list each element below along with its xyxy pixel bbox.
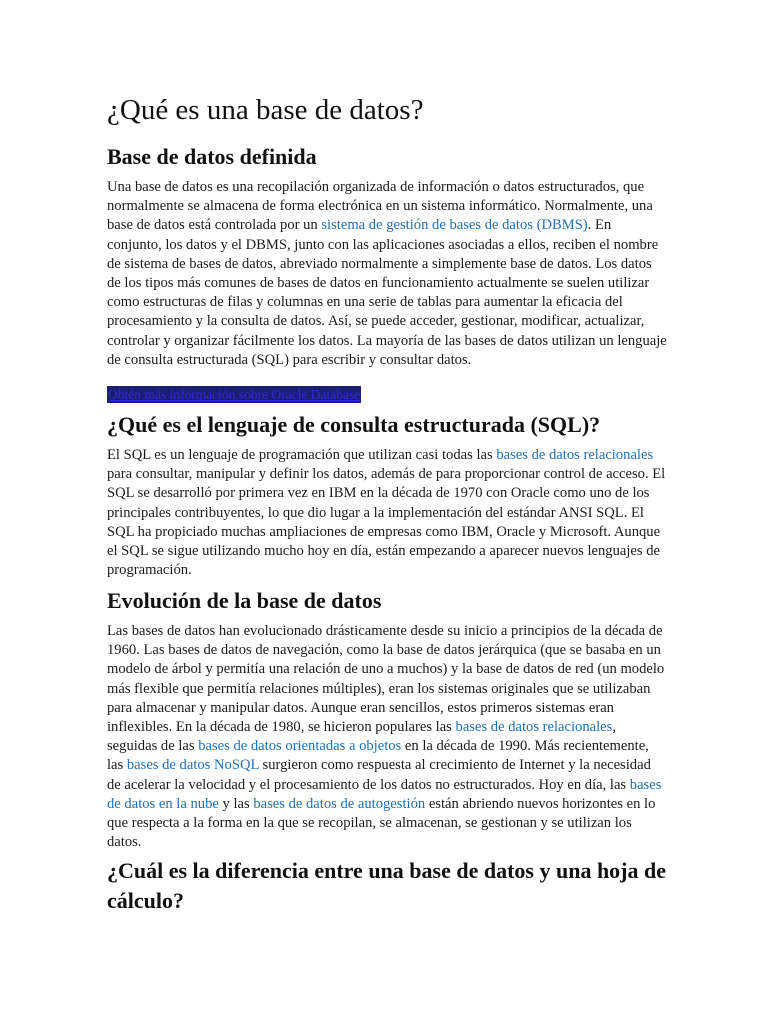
paragraph-text: Una base de datos es una recopilación organizada de información o datos estructurados, que normalmente se almacena de forma electrónica en un sistema informático. Normalmente, una base de datos está controlada por un — [107, 179, 653, 234]
paragraph-text: en la década de 1990. Más recientemente, las — [107, 738, 649, 774]
paragraph-text: y las — [218, 795, 254, 812]
paragraph-text: surgieron como respuesta al crecimiento de Internet y la necesidad de acelerar la velocidad y el procesamiento de los datos no estructurados. Hoy en día, las — [107, 757, 651, 793]
inline-link[interactable]: bases de datos NoSQL — [126, 757, 259, 774]
page-title: ¿Qué es una base de datos? — [107, 94, 424, 126]
inline-link[interactable]: bases de datos relacionales — [496, 447, 654, 463]
section-heading-evolution: Evolución de la base de datos — [107, 588, 382, 613]
inline-link[interactable]: sistema de gestión de bases de datos (DBMS) — [321, 217, 588, 234]
paragraph-text: para consultar, manipular y definir los datos, además de para proporcionar control de acceso. El SQL se desarrolló por primera vez en IBM en la década de 1970 con Oracle como uno de los principales contribuyentes, lo que dio lugar a la implementación del estándar ANSI SQL. El SQL ha propiciado muchas ampliaciones de empresas como IBM, Oracle y Microsoft. Aunque el SQL se sigue utilizando mucho hoy en día, están empezando a aparecer nuevos lenguajes de programación. — [107, 466, 666, 579]
paragraph-text: El SQL es un lenguaje de programación que utilizan casi todas las — [107, 447, 497, 463]
inline-link[interactable]: bases de datos relacionales — [455, 719, 613, 736]
paragraph-text: . En conjunto, los datos y el DBMS, junto con las aplicaciones asociadas a ellos, reciben el nombre de sistema de bases de datos, abreviado normalmente a simplemente base de datos. Los datos de los tipos más comunes de bases de datos en funcionamiento actualmente se suelen utilizar como estructuras de filas y columnas en una serie de tablas para aumentar la eficacia del procesamiento y la consulta de datos. Así, se puede acceder, gestionar, modificar, actualizar, controlar y organizar fácilmente los datos. La mayoría de las bases de datos utilizan un lenguaje de consulta estructurada (SQL) para escribir y consultar datos. — [107, 217, 667, 368]
paragraph-text: están abriendo nuevos horizontes en lo que respecta a la forma en la que se recopilan, se almacenan, se gestionan y se utilizan los datos. — [107, 795, 656, 851]
section-paragraph-definition — [107, 178, 667, 370]
section-heading-definition: Base de datos definida — [107, 144, 317, 169]
section-heading-difference: ¿Cuál es la diferencia entre una base de datos y una hoja de cálculo? — [107, 858, 667, 913]
section-paragraph-sql — [107, 446, 667, 580]
oracle-database-banner-link[interactable]: Obtén más información sobre Oracle Database — [108, 387, 361, 402]
paragraph-text: Las bases de datos han evolucionado drásticamente desde su inicio a principios de la década de 1960. Las bases de datos de navegación, como la base de datos jerárquica (que se basaba en un modelo de árbol y permitía una relación de uno a muchos) y la base de datos de red (un modelo más flexible que permitía relaciones múltiples), eran los sistemas originales que se utilizaban para almacenar y manipular datos. Aunque eran sencillos, estos primeros sistemas eran inflexibles. En la década de 1980, se hicieron populares las — [107, 623, 665, 736]
section-heading-sql: ¿Qué es el lenguaje de consulta estructurada (SQL)? — [107, 412, 601, 437]
inline-link[interactable]: bases de datos orientadas a objetos — [198, 738, 402, 755]
section-paragraph-evolution — [107, 622, 667, 852]
paragraph-text: , seguidas de las — [107, 719, 616, 755]
inline-link[interactable]: bases de datos en la nube — [107, 776, 662, 812]
inline-link[interactable]: bases de datos de autogestión — [253, 795, 426, 812]
